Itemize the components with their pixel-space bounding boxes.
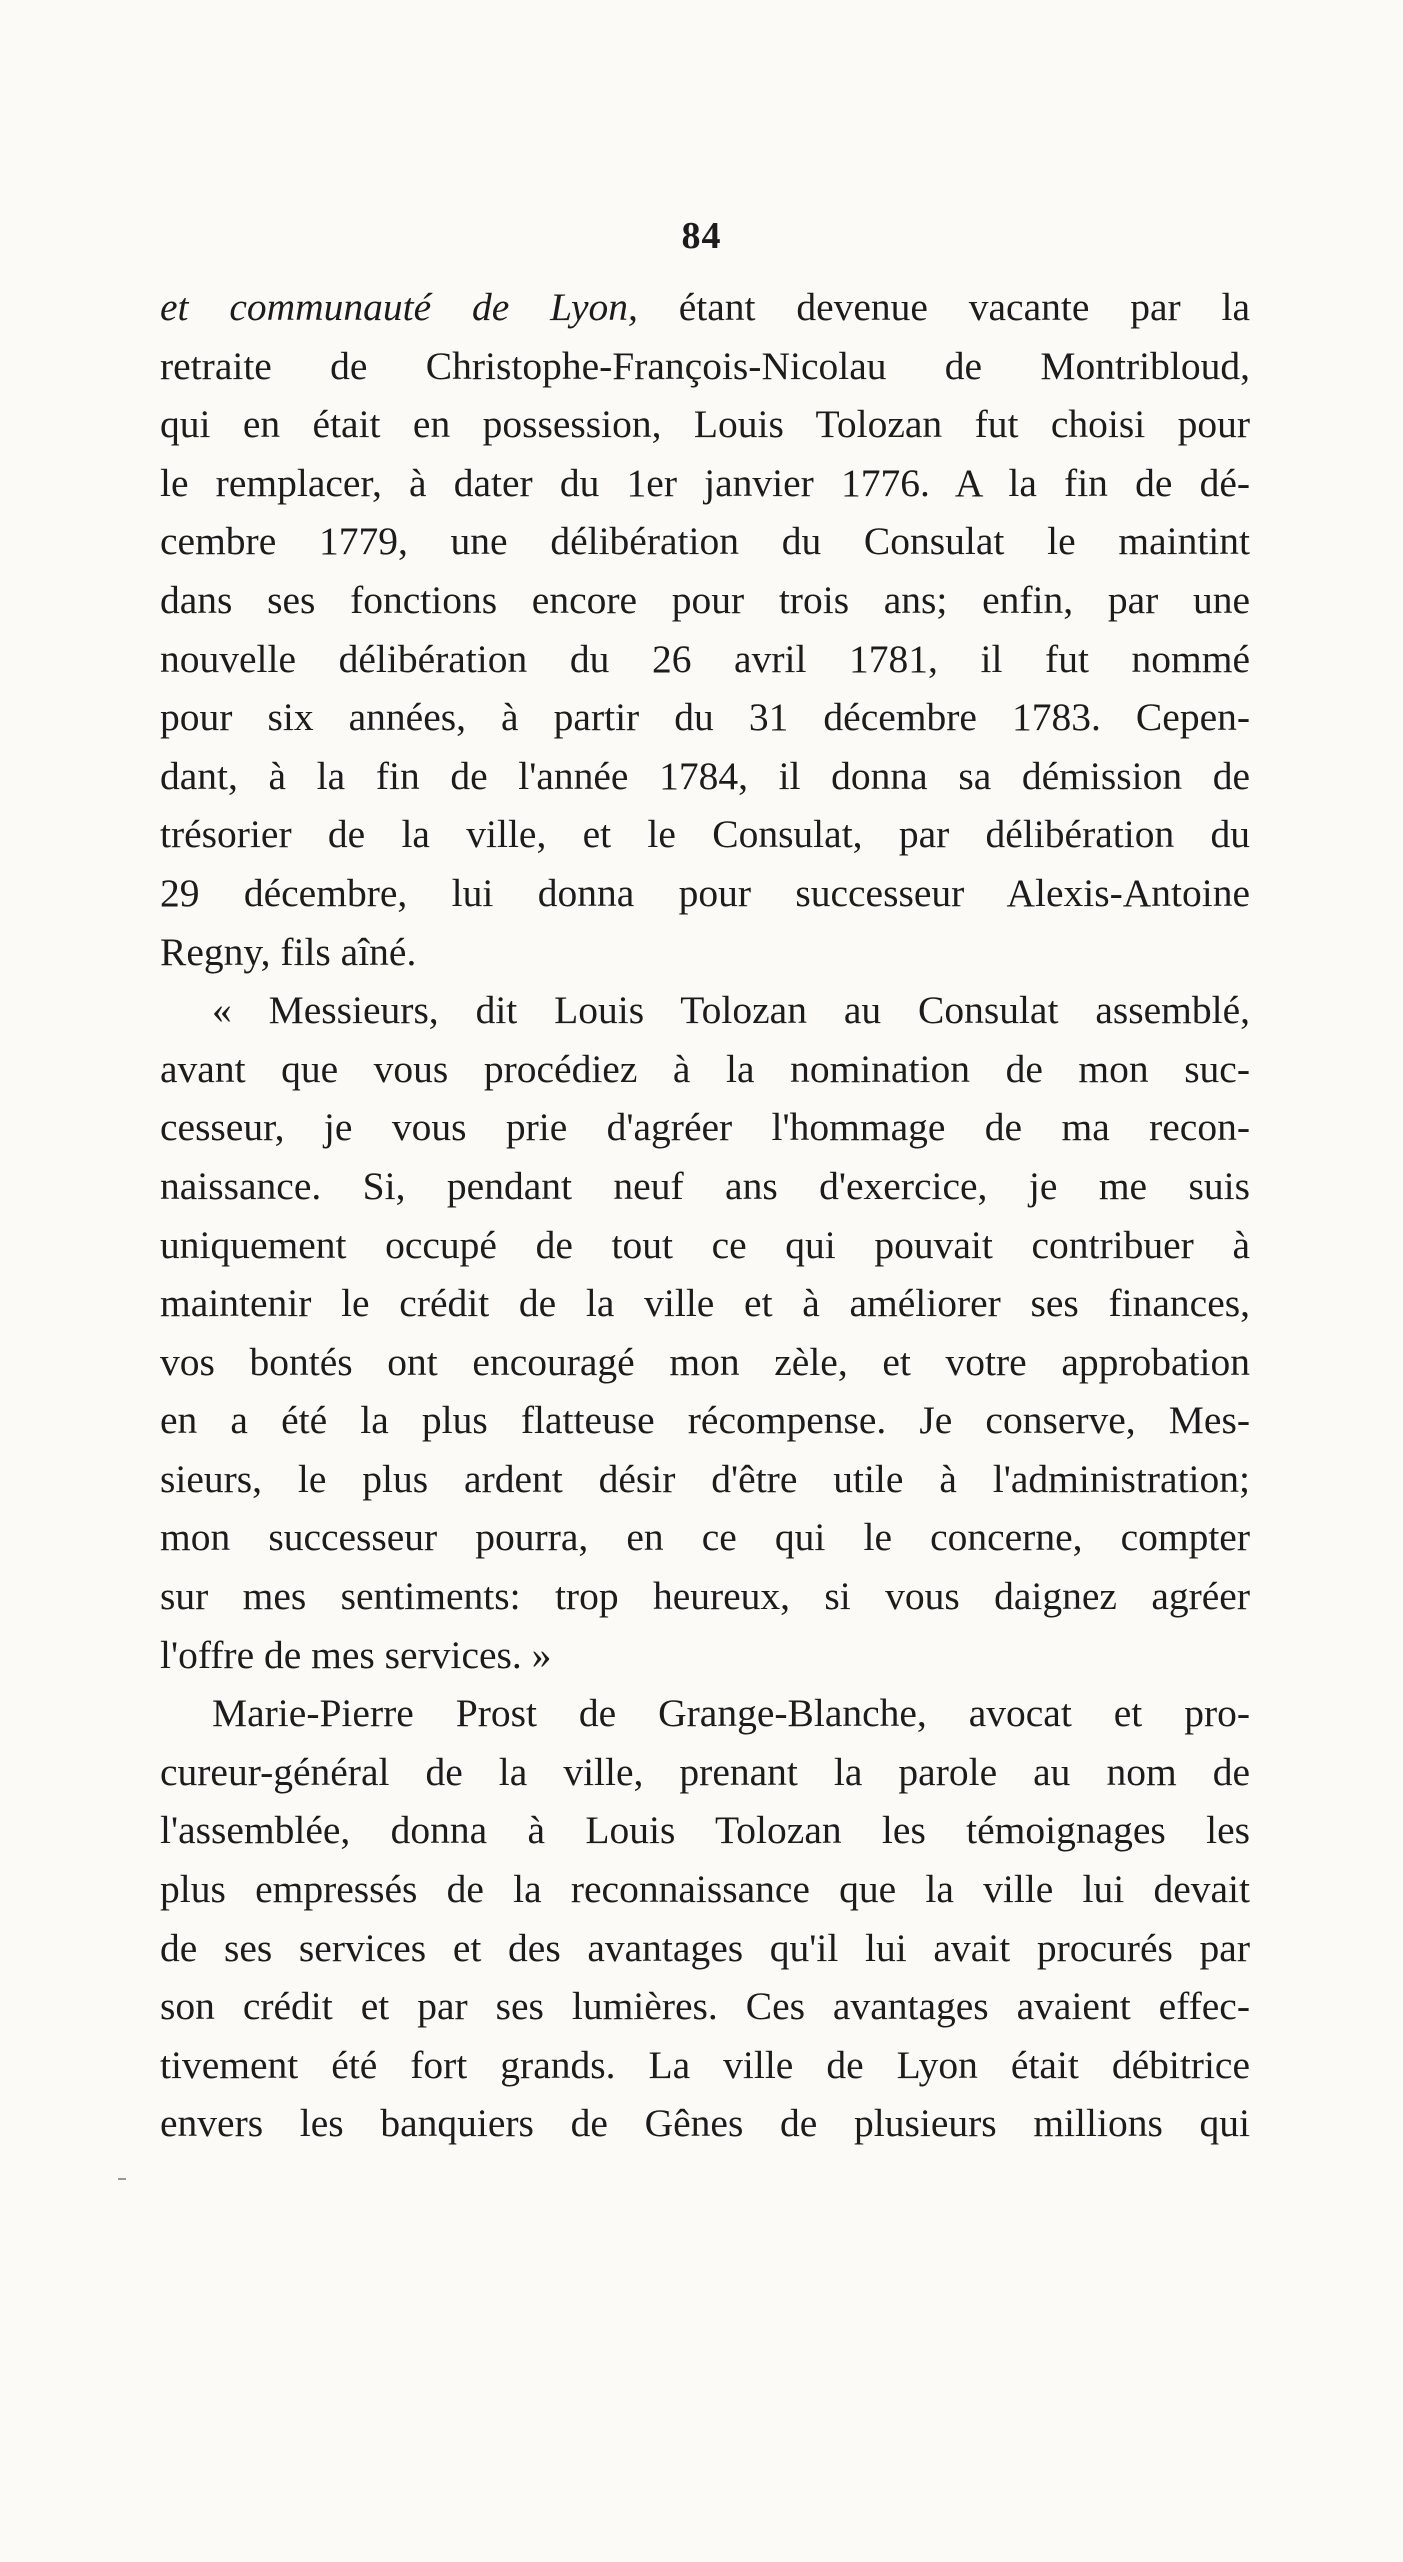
page-number: 84 [681,215,722,257]
text-line: dant, à la fin de l'année 1784, il donna sa démission de [160,753,1250,798]
text-line: plus empressés de la reconnaissance que la ville lui devait [160,1867,1250,1912]
text-line: maintenir le crédit de la ville et à améliorer ses finances, [160,1281,1250,1326]
text-line: sieurs, le plus ardent désir d'être utile à l'administration; [160,1456,1250,1501]
text-line: envers les banquiers de Gênes de plusieurs millions qui [160,2101,1250,2146]
text-line: « Messieurs, dit Louis Tolozan au Consulat assemblé, [212,988,1250,1033]
text-line: tivement été fort grands. La ville de Lyon était débitrice [160,2042,1250,2087]
text-line: naissance. Si, pendant neuf ans d'exercice, je me suis [160,1163,1250,1208]
text-line: Marie-Pierre Prost de Grange-Blanche, avocat et pro- [212,1691,1250,1736]
text-line: dans ses fonctions encore pour trois ans; enfin, par une [160,577,1250,622]
text-line: en a été la plus flatteuse récompense. Je conserve, Mes- [160,1398,1250,1443]
text-line: cureur-général de la ville, prenant la parole au nom de [160,1749,1250,1794]
text-line: nouvelle délibération du 26 avril 1781, il fut nommé [160,636,1250,681]
text-line: vos bontés ont encouragé mon zèle, et votre approbation [160,1339,1250,1384]
text-line: 29 décembre, lui donna pour successeur Alexis-Antoine [160,870,1250,915]
text-line: cesseur, je vous prie d'agréer l'hommage de ma recon- [160,1105,1250,1150]
text-line: Regny, fils aîné. [160,929,417,974]
text-line: qui en était en possession, Louis Tolozan fut choisi pour [160,402,1250,447]
text-line: son crédit et par ses lumières. Ces avantages avaient effec- [160,1984,1250,2029]
stray-ink-mark [118,2178,126,2180]
paragraph-2 [160,981,1250,1684]
text-line: l'offre de mes services. » [160,1632,552,1677]
text-line: mon successeur pourra, en ce qui le concerne, compter [160,1515,1250,1560]
text-line: retraite de Christophe-François-Nicolau de Montribloud, [160,343,1250,388]
text-line: avant que vous procédiez à la nomination de mon suc- [160,1046,1250,1091]
text-line: uniquement occupé de tout ce qui pouvait contribuer à [160,1222,1250,1267]
text-line: sur mes sentiments: trop heureux, si vous daignez agréer [160,1574,1250,1619]
text-line: cembre 1779, une délibération du Consulat le maintint [160,519,1250,564]
text-line: pour six années, à partir du 31 décembre 1783. Cepen- [160,695,1250,740]
text-line: de ses services et des avantages qu'il lui avait procurés par [160,1925,1250,1970]
text-line: l'assemblée, donna à Louis Tolozan les témoignages les [160,1808,1250,1853]
text-line: et communauté de Lyon, étant devenue vacante par la [160,285,1250,329]
paragraph-1 [160,278,1250,981]
paragraph-3 [160,1684,1250,2153]
text-line: le remplacer, à dater du 1er janvier 1776. A la fin de dé- [160,460,1250,505]
italic-phrase: et communauté de Lyon, [160,285,638,329]
text-line: trésorier de la ville, et le Consulat, par délibération du [160,812,1250,857]
body-text [160,278,1250,2153]
